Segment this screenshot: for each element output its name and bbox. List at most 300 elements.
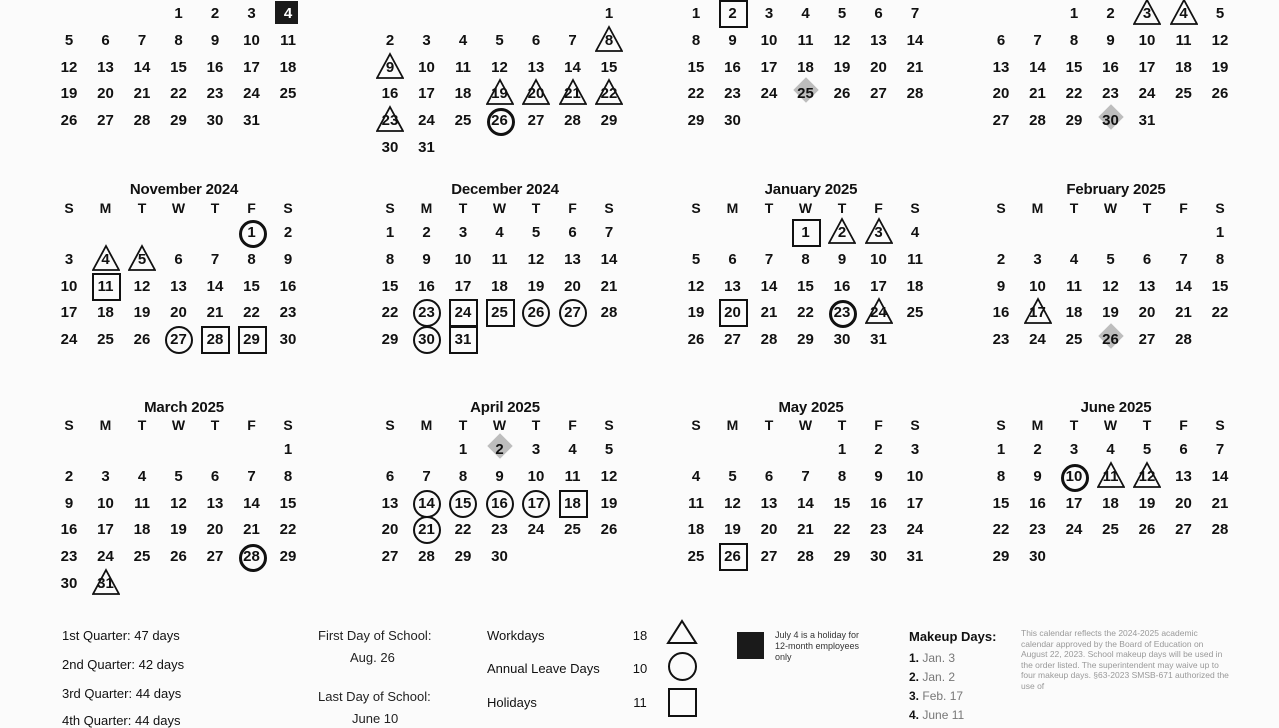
calendar-day: 18 (97, 304, 114, 322)
calendar-day: 10 (527, 467, 545, 485)
calendar-day: 6 (1142, 250, 1152, 268)
calendar-day: 4 (1106, 441, 1115, 458)
calendar-day: 14 (564, 58, 581, 76)
calendar-day: 4 (910, 224, 920, 241)
calendar-day: 31 (870, 331, 887, 349)
calendar-day: 7 (604, 224, 614, 241)
weekday-header: S (1215, 200, 1225, 216)
last-day-label: Last Day of School: (318, 689, 431, 704)
calendar-day: 17 (906, 494, 924, 512)
calendar-day: 18 (797, 58, 814, 76)
weekday-header: F (568, 417, 577, 433)
calendar-day: 9 (64, 494, 74, 512)
calendar-day: 24 (864, 301, 894, 325)
calendar-day: 29 (600, 112, 618, 130)
calendar-day: 20 (1138, 304, 1156, 322)
calendar-day: 13 (206, 494, 224, 512)
calendar-day: 28 (1175, 331, 1192, 349)
calendar-day: 12 (170, 494, 187, 512)
calendar-day: 2 (210, 5, 220, 22)
calendar-day: 18 (491, 277, 508, 295)
weekday-header: T (137, 200, 147, 216)
calendar-day: 30 (491, 548, 508, 566)
calendar-day: 10 (97, 494, 114, 512)
calendar-day: 8 (458, 467, 468, 485)
calendar-day: 14 (133, 58, 151, 76)
makeup-item: 2. Jan. 2 (909, 670, 956, 684)
calendar-day: 2 (485, 438, 515, 462)
calendar-day: 29 (170, 112, 187, 130)
calendar-day: 16 (1102, 58, 1119, 76)
calendar-day: 3 (458, 224, 468, 241)
calendar-day: 16 (1029, 494, 1046, 512)
calendar-day: 21 (133, 85, 151, 103)
calendar-day: 15 (687, 58, 705, 76)
calendar-day: 14 (1175, 277, 1192, 295)
calendar-day: 17 (97, 521, 114, 539)
calendar-day: 23 (491, 521, 508, 539)
calendar-day: 24 (448, 301, 478, 325)
calendar-day: 8 (837, 467, 847, 485)
calendar-day: 22 (454, 521, 472, 539)
calendar-day: 8 (1069, 31, 1079, 49)
calendar-day: 10 (906, 467, 924, 485)
calendar-day: 24 (906, 521, 924, 539)
calendar-day: 13 (381, 494, 399, 512)
calendar-day: 22 (170, 85, 187, 103)
calendar-day: 25 (485, 301, 515, 325)
calendar-day: 29 (454, 548, 472, 566)
calendar-day: 4 (91, 248, 121, 272)
weekday-header: T (764, 200, 774, 216)
calendar-day: 12 (133, 277, 151, 295)
quarter-3: 3rd Quarter: 44 days (62, 686, 182, 701)
calendar-day: 28 (1211, 521, 1229, 539)
calendar-day: 6 (210, 467, 220, 485)
calendar-day: 25 (279, 85, 297, 103)
calendar-day: 11 (1066, 277, 1082, 295)
calendar-day: 17 (60, 304, 78, 322)
calendar-day: 29 (992, 548, 1010, 566)
weekday-header: W (1103, 417, 1118, 433)
legend-workdays-count: 18 (632, 628, 648, 643)
weekday-header: F (874, 417, 883, 433)
calendar-day: 25 (906, 304, 924, 322)
calendar-day: 4 (137, 467, 147, 485)
calendar-day: 5 (837, 5, 847, 22)
calendar-day: 17 (243, 58, 260, 76)
weekday-header: W (492, 417, 507, 433)
calendar-day: 13 (170, 277, 187, 295)
calendar-day: 5 (531, 224, 541, 241)
calendar-day: 19 (833, 58, 851, 76)
weekday-header: W (798, 200, 813, 216)
calendar-day: 17 (1138, 58, 1156, 76)
calendar-day: 15 (1211, 277, 1229, 295)
triangle-icon (666, 619, 698, 650)
calendar-day: 28 (760, 331, 778, 349)
calendar-day: 26 (833, 85, 851, 103)
calendar-day: 7 (422, 467, 431, 485)
calendar-day: 27 (97, 112, 114, 130)
calendar-day: 26 (485, 109, 515, 133)
calendar-day: 7 (801, 467, 810, 485)
calendar-day: 14 (1211, 467, 1229, 485)
calendar-day: 30 (833, 331, 851, 349)
calendar-day: 24 (97, 548, 114, 566)
calendar-day: 1 (385, 224, 395, 241)
calendar-day: 29 (279, 548, 297, 566)
calendar-day: 21 (1029, 85, 1046, 103)
quarter-2: 2nd Quarter: 42 days (62, 657, 185, 672)
weekday-header: M (726, 417, 739, 433)
calendar-day: 2 (718, 2, 748, 26)
calendar-day: 21 (797, 521, 814, 539)
calendar-day: 19 (133, 304, 151, 322)
calendar-day: 4 (801, 5, 810, 22)
calendar-day: 1 (1069, 5, 1079, 22)
calendar-day: 3 (910, 441, 920, 458)
calendar-day: 18 (1102, 494, 1119, 512)
calendar-day: 25 (97, 331, 114, 349)
calendar-day: 10 (243, 31, 260, 49)
calendar-day: 28 (797, 548, 814, 566)
calendar-day: 28 (418, 548, 435, 566)
calendar-day: 27 (381, 548, 399, 566)
weekday-header: F (1179, 417, 1188, 433)
calendar-day: 26 (521, 301, 551, 325)
calendar-day: 1 (996, 441, 1006, 458)
calendar-day: 13 (1175, 467, 1192, 485)
calendar-day: 24 (243, 85, 260, 103)
calendar-day: 29 (833, 548, 851, 566)
calendar-day: 8 (801, 250, 810, 268)
weekday-header: S (64, 417, 74, 433)
calendar-day: 31 (418, 139, 435, 156)
calendar-day: 8 (1215, 250, 1225, 268)
calendar-day: 10 (870, 250, 887, 268)
calendar-day: 15 (833, 494, 851, 512)
calendar-day: 19 (527, 277, 545, 295)
calendar-day: 6 (996, 31, 1006, 49)
calendar-day: 17 (1023, 301, 1053, 325)
calendar-day: 6 (568, 224, 577, 241)
calendar-day: 12 (60, 58, 78, 76)
calendar-day: 27 (992, 112, 1010, 130)
calendar-day: 5 (1215, 5, 1225, 22)
calendar-day: 13 (724, 277, 741, 295)
calendar-day: 20 (381, 521, 399, 539)
calendar-day: 4 (1169, 2, 1199, 26)
calendar-day: 11 (91, 275, 121, 299)
calendar-day: 17 (1065, 494, 1083, 512)
weekday-header: T (137, 417, 147, 433)
calendar-day: 14 (1029, 58, 1046, 76)
weekday-header: T (210, 417, 220, 433)
calendar-day: 26 (1211, 85, 1229, 103)
calendar-day: 16 (60, 521, 78, 539)
calendar-day: 12 (724, 494, 741, 512)
calendar-day: 13 (992, 58, 1010, 76)
calendar-day: 1 (174, 5, 183, 22)
calendar-day: 12 (1102, 277, 1119, 295)
calendar-day: 24 (527, 521, 545, 539)
calendar-day: 10 (1029, 277, 1046, 295)
calendar-day: 20 (1175, 494, 1192, 512)
calendar-day: 9 (728, 31, 737, 49)
calendar-day: 20 (564, 277, 581, 295)
quarter-1: 1st Quarter: 47 days (62, 628, 180, 643)
weekday-header: S (691, 417, 701, 433)
calendar-day: 24 (1029, 331, 1046, 349)
calendar-day: 9 (210, 31, 220, 49)
calendar-day: 30 (279, 331, 297, 349)
calendar-day: 4 (273, 2, 303, 26)
calendar-day: 18 (558, 492, 588, 516)
calendar-day: 31 (91, 572, 121, 596)
calendar-day: 23 (60, 548, 78, 566)
calendar-day: 15 (381, 277, 399, 295)
calendar-day: 16 (870, 494, 887, 512)
calendar-day: 12 (687, 277, 705, 295)
calendar-day: 4 (458, 31, 468, 49)
calendar-day: 9 (375, 56, 405, 80)
calendar-day: 2 (996, 250, 1006, 268)
calendar-day: 4 (1069, 250, 1079, 268)
calendar-day: 2 (1106, 5, 1115, 22)
calendar-day: 6 (874, 5, 883, 22)
calendar-day: 19 (1211, 58, 1229, 76)
calendar-day: 27 (760, 548, 778, 566)
calendar-day: 27 (164, 328, 194, 352)
calendar-day: 15 (170, 58, 187, 76)
calendar-day: 20 (97, 85, 114, 103)
calendar-day: 31 (448, 328, 478, 352)
calendar-day: 28 (564, 112, 581, 130)
first-day-value: Aug. 26 (350, 650, 395, 665)
calendar-day: 25 (1102, 521, 1119, 539)
calendar-day: 22 (687, 85, 705, 103)
calendar-day: 13 (527, 58, 545, 76)
disclaimer-text: This calendar reflects the 2024-2025 academic calendar approved by the Board of Education on August 22, 2023. School makeup days will be used in the order listed. The superintendent may waive up to four makeup days. §63-2023 SMSB-671 authorized the use of (1021, 628, 1229, 691)
calendar-day: 9 (1033, 467, 1042, 485)
calendar-day: 11 (797, 31, 814, 49)
calendar-day: 19 (1138, 494, 1156, 512)
weekday-header: T (837, 200, 847, 216)
calendar-day: 18 (133, 521, 151, 539)
calendar-day: 6 (728, 250, 737, 268)
calendar-day: 14 (797, 494, 814, 512)
calendar-day: 3 (64, 250, 74, 268)
calendar-day: 11 (280, 31, 296, 49)
calendar-day: 26 (133, 331, 151, 349)
calendar-day: 7 (210, 250, 220, 268)
weekday-header: T (1142, 417, 1152, 433)
calendar-day: 3 (1033, 250, 1042, 268)
calendar-day: 8 (174, 31, 183, 49)
calendar-day: 9 (1106, 31, 1115, 49)
calendar-day: 21 (206, 304, 224, 322)
calendar-day: 10 (760, 31, 778, 49)
calendar-day: 9 (874, 467, 883, 485)
calendar-day: 16 (992, 304, 1010, 322)
calendar-day: 16 (279, 277, 297, 295)
calendar-day: 8 (385, 250, 395, 268)
weekday-header: S (283, 200, 293, 216)
calendar-day: 25 (133, 548, 151, 566)
calendar-day: 27 (527, 112, 545, 130)
calendar-day: 7 (1033, 31, 1042, 49)
calendar-day: 12 (833, 31, 851, 49)
calendar-day: 23 (279, 304, 297, 322)
weekday-header: F (568, 200, 577, 216)
calendar-day: 18 (454, 85, 472, 103)
calendar-day: 17 (418, 85, 435, 103)
calendar-day: 29 (381, 331, 399, 349)
weekday-header: S (604, 200, 614, 216)
calendar-day: 19 (724, 521, 741, 539)
calendar-day: 9 (422, 250, 431, 268)
calendar-day: 5 (1106, 250, 1115, 268)
calendar-day: 14 (412, 492, 442, 516)
calendar-day: 18 (1065, 304, 1083, 322)
weekday-header: W (798, 417, 813, 433)
calendar-day: 6 (174, 250, 183, 268)
calendar-day: 23 (1029, 521, 1046, 539)
weekday-header: M (99, 200, 112, 216)
weekday-header: M (420, 417, 433, 433)
calendar-day: 5 (495, 31, 504, 49)
calendar-day: 21 (760, 304, 778, 322)
calendar-day: 15 (1065, 58, 1083, 76)
calendar-day: 21 (558, 82, 588, 106)
calendar-day: 23 (827, 301, 857, 325)
calendar-day: 25 (1065, 331, 1083, 349)
calendar-day: 11 (907, 250, 923, 268)
last-day-value: June 10 (352, 711, 399, 726)
calendar-day: 19 (60, 85, 78, 103)
calendar-day: 25 (791, 82, 821, 106)
calendar-day: 21 (1175, 304, 1192, 322)
calendar-day: 17 (870, 277, 887, 295)
calendar-day: 3 (247, 5, 256, 22)
calendar-day: 19 (485, 82, 515, 106)
month-title: March 2025 (144, 399, 224, 416)
calendar-day: 7 (1179, 250, 1188, 268)
calendar-day: 14 (206, 277, 224, 295)
makeup-item: 1. Jan. 3 (909, 651, 956, 665)
weekday-header: M (1031, 200, 1044, 216)
calendar-day: 29 (1065, 112, 1083, 130)
calendar-day: 7 (1215, 441, 1225, 458)
calendar-day: 12 (1211, 31, 1229, 49)
calendar-day: 27 (870, 85, 887, 103)
calendar-day: 16 (206, 58, 224, 76)
legend-leave-count: 10 (632, 661, 648, 676)
calendar-day: 28 (237, 545, 267, 569)
calendar-day: 29 (687, 112, 705, 130)
calendar-day: 2 (385, 31, 395, 49)
calendar-day: 12 (527, 250, 545, 268)
calendar-day: 30 (381, 139, 399, 156)
calendar-day: 21 (1211, 494, 1229, 512)
calendar-day: 8 (283, 467, 293, 485)
calendar-day: 13 (564, 250, 581, 268)
weekday-header: M (420, 200, 433, 216)
calendar-day: 23 (375, 109, 405, 133)
calendar-day: 20 (206, 521, 224, 539)
makeup-title: Makeup Days: (909, 629, 997, 644)
calendar-day: 30 (1029, 548, 1046, 566)
calendar-day: 8 (594, 29, 624, 53)
calendar-day: 15 (448, 492, 478, 516)
circle-icon (668, 652, 697, 681)
weekday-header: T (1069, 417, 1079, 433)
calendar-day: 22 (1065, 85, 1083, 103)
calendar-day: 29 (237, 328, 267, 352)
calendar-day: 3 (864, 221, 894, 245)
calendar-day: 25 (454, 112, 472, 130)
calendar-day: 21 (906, 58, 924, 76)
weekday-header: S (604, 417, 614, 433)
calendar-day: 17 (521, 492, 551, 516)
calendar-day: 6 (385, 467, 395, 485)
calendar-day: 18 (906, 277, 924, 295)
calendar-day: 2 (283, 224, 293, 241)
calendar-day: 2 (827, 221, 857, 245)
calendar-day: 15 (279, 494, 297, 512)
calendar-day: 30 (870, 548, 887, 566)
weekday-header: S (283, 417, 293, 433)
calendar-day: 13 (97, 58, 114, 76)
calendar-day: 15 (600, 58, 618, 76)
calendar-day: 2 (422, 224, 431, 241)
calendar-day: 14 (906, 31, 924, 49)
calendar-day: 13 (760, 494, 778, 512)
calendar-day: 12 (491, 58, 508, 76)
calendar-day: 5 (691, 250, 701, 268)
legend-leave-label: Annual Leave Days (487, 661, 600, 676)
calendar-day: 30 (60, 575, 78, 592)
calendar-day: 13 (1138, 277, 1156, 295)
weekday-header: F (1179, 200, 1188, 216)
month-title: February 2025 (1066, 181, 1166, 198)
calendar-day: 24 (760, 85, 778, 103)
calendar-day: 10 (60, 277, 78, 295)
weekday-header: F (247, 200, 256, 216)
calendar-day: 31 (906, 548, 924, 566)
calendar-day: 29 (797, 331, 814, 349)
calendar-day: 24 (1138, 85, 1156, 103)
calendar-day: 20 (170, 304, 187, 322)
calendar-day: 11 (134, 494, 150, 512)
calendar-day: 15 (797, 277, 814, 295)
weekday-header: M (99, 417, 112, 433)
calendar-day: 18 (1175, 58, 1192, 76)
calendar-day: 22 (833, 521, 851, 539)
calendar-day: 26 (170, 548, 187, 566)
makeup-item: 3. Feb. 17 (909, 689, 964, 703)
weekday-header: S (996, 200, 1006, 216)
calendar-day: 22 (381, 304, 399, 322)
calendar-day: 22 (992, 521, 1010, 539)
calendar-day: 25 (564, 521, 581, 539)
calendar-day: 31 (243, 112, 260, 130)
calendar-day: 20 (718, 301, 748, 325)
calendar-day: 6 (101, 31, 110, 49)
calendar-day: 26 (687, 331, 705, 349)
calendar-day: 23 (1102, 85, 1119, 103)
